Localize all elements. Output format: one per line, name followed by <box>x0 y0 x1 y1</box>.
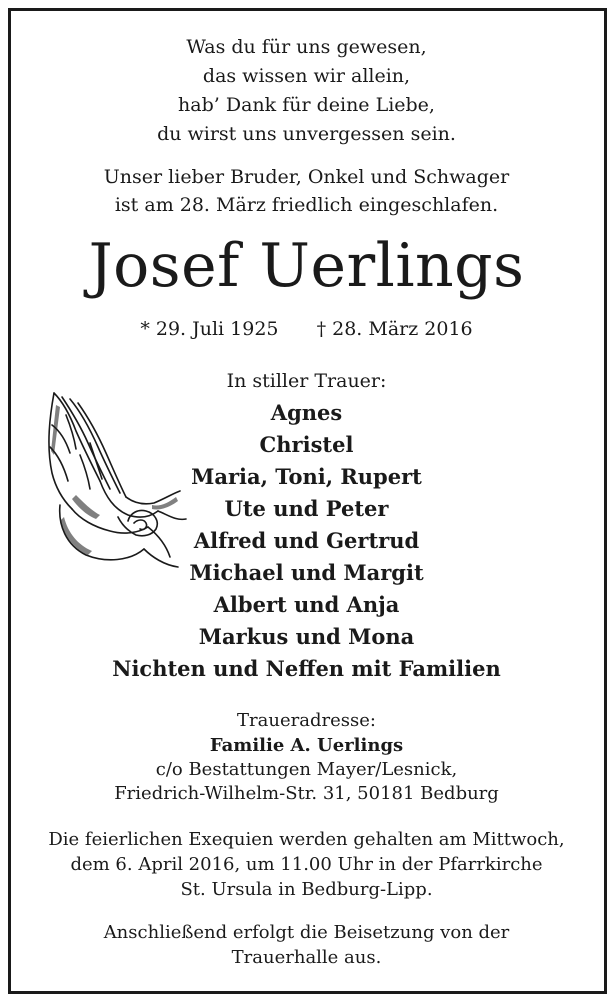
intro-line: Unser lieber Bruder, Onkel und Schwager <box>103 166 510 188</box>
poem-line: Was du für uns gewesen, <box>186 36 427 58</box>
poem-line: hab’ Dank für deine Liebe, <box>178 94 435 116</box>
address-family: Familie A. Uerlings <box>209 735 404 756</box>
mourner-name: Michael und Margit <box>189 560 424 585</box>
burial-line: Trauerhalle aus. <box>231 947 382 968</box>
poem <box>0 33 613 149</box>
mourner-name: Alfred und Gertrud <box>193 528 420 553</box>
poem-line: das wissen wir allein, <box>202 65 411 87</box>
mourner-name: Albert und Anja <box>213 592 400 617</box>
life-dates <box>0 316 613 342</box>
mourner-name: Markus und Mona <box>198 624 415 649</box>
deceased-name: Josef Uerlings <box>88 231 525 301</box>
address-street: Friedrich-Wilhelm-Str. 31, 50181 Bedburg <box>114 783 499 804</box>
address-label: Traueradresse: <box>237 710 376 731</box>
address-care-of: c/o Bestattungen Mayer/Lesnick, <box>155 759 458 780</box>
burial-info <box>0 920 613 970</box>
mourner-name: Ute und Peter <box>224 496 389 521</box>
service-line: dem 6. April 2016, um 11.00 Uhr in der Pfarrkirche <box>70 854 543 875</box>
burial-line: Anschließend erfolgt die Beisetzung von der <box>103 922 510 943</box>
mourner-name: Nichten und Neffen mit Familien <box>112 656 501 681</box>
poem-line: du wirst uns unvergessen sein. <box>157 123 456 145</box>
intro-line: ist am 28. März friedlich eingeschlafen. <box>114 194 499 216</box>
mourner-name: Agnes <box>270 400 343 425</box>
mourners-list <box>0 397 613 685</box>
mourner-name: Christel <box>259 432 354 457</box>
service-line: Die feierlichen Exequien werden gehalten am Mittwoch, <box>48 829 565 850</box>
death-date: † 28. März 2016 <box>316 318 473 340</box>
birth-date: * 29. Juli 1925 <box>140 318 279 340</box>
service-line: St. Ursula in Bedburg-Lipp. <box>180 879 433 900</box>
intro-text <box>0 163 613 219</box>
mourner-name: Maria, Toni, Rupert <box>191 464 422 489</box>
service-info <box>0 827 613 902</box>
mourning-label: In stiller Trauer: <box>226 370 387 392</box>
mourning-address <box>0 734 613 806</box>
